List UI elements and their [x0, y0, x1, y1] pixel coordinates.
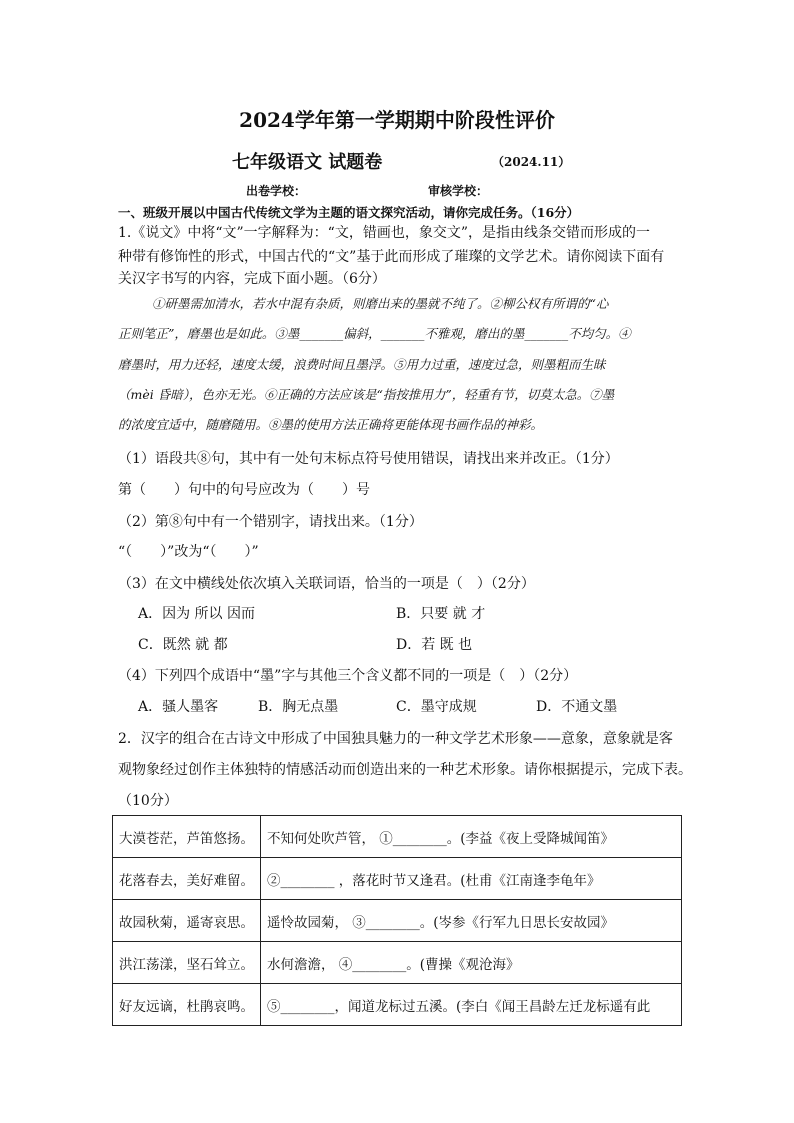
sub3-option-c: C．既然 就 都 [138, 637, 228, 653]
verse-fill-blank: ⑤________，闻道龙标过五溪。(李白《闻王昌龄左迁龙标遥有此 [261, 984, 682, 1026]
table-row [113, 900, 682, 942]
passage-line: 正则笔正”，磨墨也是如此。③墨_______偏斜，_______不雅观，磨出的墨_______不均匀。④ [118, 326, 631, 341]
passage-line: （mèi 昏暗），色亦无光。⑥正确的方法应该是“指按推用力”，轻重有节，切莫太急。⑦墨 [118, 387, 615, 402]
verse-fill-blank: 不知何处吹芦管， ①________。(李益《夜上受降城闻笛》 [261, 816, 682, 858]
imagery-hint: 洪江荡漾，坚石耸立。 [113, 942, 261, 984]
imagery-hint: 花落春去，美好难留。 [113, 858, 261, 900]
sub4-option-d: D．不通文墨 [536, 699, 618, 715]
table-row [113, 942, 682, 984]
sub4-option-b: B．胸无点墨 [258, 699, 339, 715]
sub2-answer-blank: “（ ）”改为“（ ）” [118, 544, 259, 560]
passage-line: 的浓度宜适中，随磨随用。⑧墨的使用方法正确将更能体现书画作品的神彩。 [118, 417, 544, 432]
q2-intro-line: （10分） [118, 793, 178, 809]
sub4-question: （4）下列四个成语中“墨”字与其他三个含义都不同的一项是（ ）（2分） [118, 668, 578, 684]
imagery-hint: 大漠苍茫，芦笛悠扬。 [113, 816, 261, 858]
sub2-question: （2）第⑧句中有一个错别字，请找出来。（1分） [118, 514, 423, 530]
sub3-option-d: D．若 既 也 [396, 637, 473, 653]
q1-intro-line: 关汉字书写的内容，完成下面小题。（6分） [118, 271, 386, 287]
imagery-table [112, 815, 682, 1026]
exam-title: 2024学年第一学期期中阶段性评价 [239, 108, 555, 132]
imagery-hint: 故园秋菊，遥寄哀思。 [113, 900, 261, 942]
q2-intro-line: 2．汉字的组合在古诗文中形成了中国独具魅力的一种文学艺术形象——意象，意象就是客 [118, 731, 673, 747]
q1-intro-line: 1.《说文》中将“文”一字解释为：“文，错画也，象交文”，是指由线条交错而形成的一 [118, 225, 650, 241]
table-row [113, 984, 682, 1026]
reviewer-school-label: 审核学校： [428, 184, 489, 198]
table-row [113, 816, 682, 858]
verse-fill-blank: ②________ ，落花时节又逢君。(杜甫《江南逢李龟年》 [261, 858, 682, 900]
sub3-option-a: A．因为 所以 因而 [138, 606, 256, 622]
passage-line: ①研墨需加清水，若水中混有杂质，则磨出来的墨就不纯了。②柳公权有所谓的“心 [152, 296, 609, 311]
section-heading: 一、班级开展以中国古代传统文学为主题的语文探究活动，请你完成任务。（16分） [118, 205, 580, 220]
imagery-hint: 好友远谪，杜鹃哀鸣。 [113, 984, 261, 1026]
exam-subtitle: 七年级语文 试题卷 [232, 152, 383, 173]
sub3-question: （3）在文中横线处依次填入关联词语，恰当的一项是（ ）（2分） [118, 576, 535, 592]
table-row [113, 858, 682, 900]
sub4-option-c: C．墨守成规 [396, 699, 477, 715]
q1-intro-line: 种带有修饰性的形式，中国古代的“文”基于此而形成了璀璨的文学艺术。请你阅读下面有 [118, 249, 665, 265]
verse-fill-blank: 水何澹澹， ④________。(曹操《观沧海》 [261, 942, 682, 984]
q2-intro-line: 观物象经过创作主体独特的情感活动而创造出来的一种艺术形象。请你根据提示，完成下表。 [118, 762, 692, 778]
sub1-question: （1）语段共⑧句，其中有一处句末标点符号使用错误，请找出来并改正。（1分） [118, 451, 619, 467]
exam-date: （2024.11） [492, 155, 571, 169]
sub3-option-b: B．只要 就 才 [396, 606, 486, 622]
verse-fill-blank: 遥怜故园菊， ③________。(岑参《行军九日思长安故园》 [261, 900, 682, 942]
sub1-answer-blank: 第（ ）句中的句号应改为（ ）号 [118, 482, 370, 498]
passage-line: 磨墨时，用力还轻，速度太缓，浪费时间且墨浮。⑤用力过重，速度过急，则墨粗而生昧 [118, 357, 606, 372]
setter-school-label: 出卷学校： [246, 184, 307, 198]
sub4-option-a: A．骚人墨客 [138, 699, 219, 715]
